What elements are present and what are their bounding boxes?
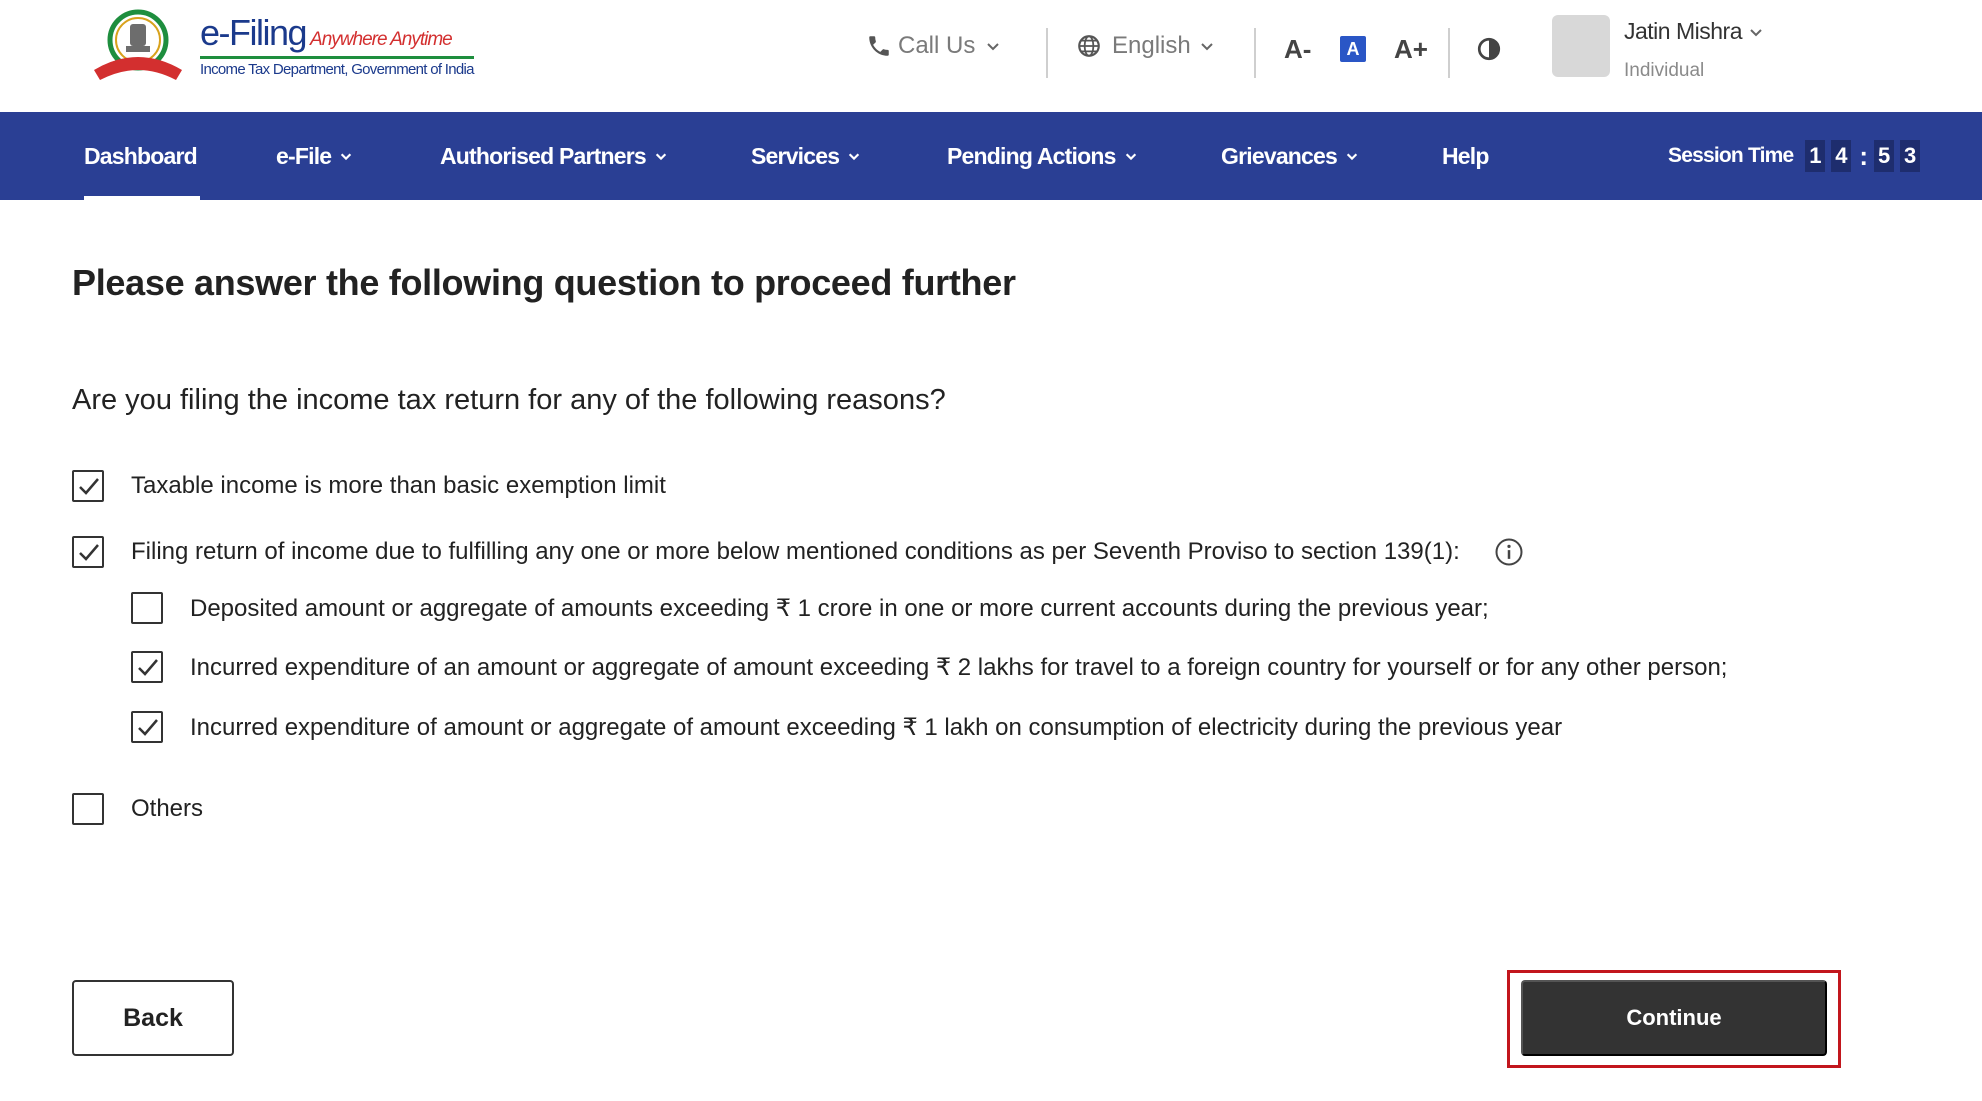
chevron-down-icon <box>339 149 353 163</box>
nav-help[interactable]: Help <box>1442 142 1489 169</box>
session-digit: 1 <box>1805 140 1825 172</box>
option-taxable-income[interactable] <box>72 470 666 502</box>
checkbox-checked[interactable] <box>72 536 104 568</box>
call-us-label: Call Us <box>898 32 976 59</box>
divider <box>1046 28 1048 78</box>
contrast-toggle-icon[interactable] <box>1476 36 1502 62</box>
option-label: Deposited amount or aggregate of amounts exceeding ₹ 1 crore in one or more current accounts during the previous year; <box>190 594 1489 622</box>
checkbox-checked[interactable] <box>131 711 163 743</box>
option-others[interactable] <box>72 793 203 825</box>
logo-subtitle: Income Tax Department, Government of India <box>200 56 474 78</box>
phone-icon <box>866 33 892 59</box>
chevron-down-icon <box>654 149 668 163</box>
chevron-down-icon <box>1345 149 1359 163</box>
nav-active-indicator <box>84 196 200 200</box>
check-icon <box>77 475 101 499</box>
option-seventh-proviso[interactable] <box>72 536 1524 568</box>
checkbox-checked[interactable] <box>72 470 104 502</box>
globe-icon <box>1076 33 1102 59</box>
check-icon <box>136 716 160 740</box>
user-name: Jatin Mishra <box>1624 18 1742 44</box>
option-label: Incurred expenditure of amount or aggregate of amount exceeding ₹ 1 lakh on consumption of electricity during the previous year <box>190 713 1563 741</box>
chevron-down-icon <box>985 38 1001 54</box>
check-icon <box>77 541 101 565</box>
checkbox-unchecked[interactable] <box>131 592 163 624</box>
option-label: Incurred expenditure of an amount or aggregate of amount exceeding ₹ 2 lakhs for travel to a foreign country for yourself or for any other person; <box>190 653 1728 681</box>
divider <box>1448 28 1450 78</box>
chevron-down-icon <box>847 149 861 163</box>
chevron-down-icon <box>1199 38 1215 54</box>
option-label: Others <box>131 795 204 822</box>
session-timer <box>1668 112 1926 200</box>
logo-tagline: Anywhere Anytime <box>310 29 452 50</box>
efiling-logo[interactable] <box>84 4 474 86</box>
call-us-dropdown[interactable] <box>866 32 1001 60</box>
suboption-current-account-deposit[interactable] <box>131 592 1489 624</box>
language-label: English <box>1112 32 1191 59</box>
font-normal-button[interactable]: A <box>1340 36 1366 62</box>
back-button[interactable]: Back <box>72 980 234 1056</box>
nav-grievances[interactable]: Grievances <box>1221 112 1359 200</box>
chevron-down-icon <box>1748 24 1764 40</box>
chevron-down-icon <box>1124 149 1138 163</box>
suboption-foreign-travel[interactable] <box>131 651 1727 683</box>
nav-pending-actions[interactable]: Pending Actions <box>947 112 1138 200</box>
language-dropdown[interactable] <box>1076 32 1215 60</box>
top-header <box>0 0 1982 112</box>
checkbox-unchecked[interactable] <box>72 793 104 825</box>
check-icon <box>136 656 160 680</box>
question-text: Are you filing the income tax return for any of the following reasons? <box>72 384 946 416</box>
nav-authorised-partners[interactable]: Authorised Partners <box>440 112 668 200</box>
option-label: Filing return of income due to fulfilling any one or more below mentioned conditions as per Seventh Proviso to section 139(1): <box>131 538 1460 565</box>
session-digit: 4 <box>1831 140 1851 172</box>
user-role: Individual <box>1624 60 1705 81</box>
option-label: Taxable income is more than basic exemption limit <box>131 472 666 499</box>
font-decrease-button[interactable]: A- <box>1284 34 1312 64</box>
info-icon[interactable] <box>1494 537 1524 567</box>
avatar[interactable] <box>1552 15 1610 77</box>
session-time-label: Session Time <box>1668 144 1794 167</box>
logo-title: e-Filing Anywhere Anytime <box>200 12 452 53</box>
suboption-electricity[interactable] <box>131 711 1562 743</box>
session-separator: : <box>1859 141 1869 171</box>
nav-dashboard[interactable]: Dashboard <box>84 142 197 169</box>
user-menu[interactable] <box>1624 18 1764 45</box>
session-digit: 3 <box>1900 140 1920 172</box>
page-title: Please answer the following question to proceed further <box>72 262 1016 303</box>
nav-services[interactable]: Services <box>751 112 861 200</box>
emblem-icon <box>84 4 192 86</box>
main-nav <box>0 112 1982 200</box>
nav-efile[interactable]: e-File <box>276 112 353 200</box>
continue-button[interactable]: Continue <box>1521 980 1827 1056</box>
divider <box>1254 28 1256 78</box>
checkbox-checked[interactable] <box>131 651 163 683</box>
font-increase-button[interactable]: A+ <box>1394 34 1428 64</box>
session-digit: 5 <box>1874 140 1894 172</box>
